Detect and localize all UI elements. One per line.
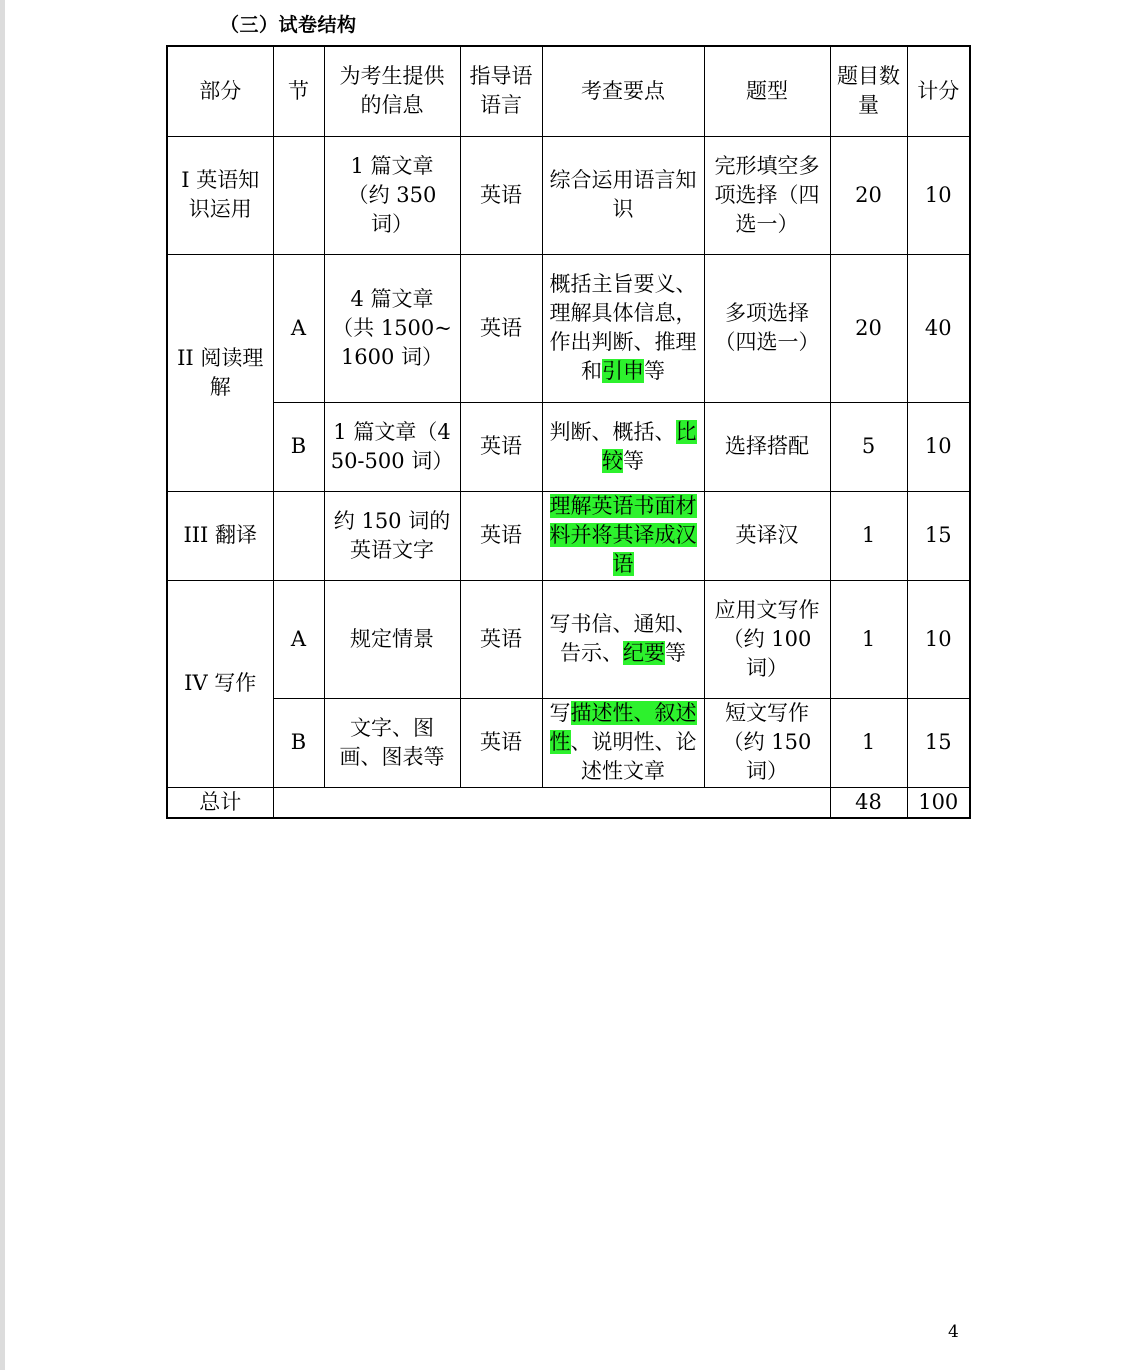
cell-language: 英语 xyxy=(460,136,542,254)
cell-total-count: 48 xyxy=(830,787,907,818)
cell-focus xyxy=(542,580,704,698)
cell-part: IV 写作 xyxy=(167,580,273,787)
cell-part: III 翻译 xyxy=(167,491,273,580)
page-number: 4 xyxy=(948,1322,959,1342)
section-heading: （三）试卷结构 xyxy=(220,14,357,36)
exam-structure-table xyxy=(166,45,971,819)
header-section: 节 xyxy=(273,46,324,136)
cell-type: 短文写作（约 150 词） xyxy=(704,698,830,787)
cell-count: 1 xyxy=(830,580,907,698)
cell-count: 20 xyxy=(830,136,907,254)
cell-info: 1 篇文章（约 350 词） xyxy=(324,136,460,254)
header-info: 为考生提供的信息 xyxy=(324,46,460,136)
header-focus: 考查要点 xyxy=(542,46,704,136)
focus-text: 、说明性、论述性文章 xyxy=(570,730,697,783)
cell-part: I 英语知识运用 xyxy=(167,136,273,254)
cell-score: 10 xyxy=(907,136,970,254)
cell-language: 英语 xyxy=(460,698,542,787)
focus-text: 写 xyxy=(549,701,571,725)
cell-focus xyxy=(542,491,704,580)
focus-text: 概括主旨要义、理解具体信息，作出判断、推理和 xyxy=(549,272,697,383)
cell-info: 约 150 词的英语文字 xyxy=(324,491,460,580)
table-total-row xyxy=(167,787,970,818)
focus-text: 等 xyxy=(644,359,665,383)
focus-highlight: 纪要 xyxy=(623,641,665,665)
cell-info: 1 篇文章（450-500 词） xyxy=(324,402,460,491)
table-row xyxy=(167,136,970,254)
cell-total-label: 总计 xyxy=(167,787,273,818)
cell-count: 1 xyxy=(830,698,907,787)
cell-focus xyxy=(542,402,704,491)
cell-section: B xyxy=(273,698,324,787)
cell-total-blank xyxy=(273,787,830,818)
cell-score: 10 xyxy=(907,402,970,491)
header-type: 题型 xyxy=(704,46,830,136)
cell-score: 10 xyxy=(907,580,970,698)
cell-section: B xyxy=(273,402,324,491)
cell-total-score: 100 xyxy=(907,787,970,818)
cell-focus: 综合运用语言知识 xyxy=(542,136,704,254)
cell-section: A xyxy=(273,254,324,402)
cell-count: 1 xyxy=(830,491,907,580)
cell-type: 选择搭配 xyxy=(704,402,830,491)
page-left-edge xyxy=(0,0,5,1370)
cell-type: 多项选择（四选一） xyxy=(704,254,830,402)
cell-language: 英语 xyxy=(460,580,542,698)
table-row xyxy=(167,254,970,402)
focus-highlight: 引申 xyxy=(602,359,644,383)
cell-info: 规定情景 xyxy=(324,580,460,698)
cell-language: 英语 xyxy=(460,254,542,402)
focus-highlight: 比较 xyxy=(602,419,697,473)
cell-language: 英语 xyxy=(460,491,542,580)
cell-focus xyxy=(542,254,704,402)
cell-section: A xyxy=(273,580,324,698)
header-score: 计分 xyxy=(907,46,970,136)
cell-section xyxy=(273,136,324,254)
focus-text: 写书信、通知、告示、 xyxy=(549,612,697,665)
header-part: 部分 xyxy=(167,46,273,136)
table-row xyxy=(167,402,970,491)
table-header-row xyxy=(167,46,970,136)
header-language: 指导语语言 xyxy=(460,46,542,136)
cell-score: 15 xyxy=(907,698,970,787)
cell-language: 英语 xyxy=(460,402,542,491)
cell-count: 20 xyxy=(830,254,907,402)
cell-focus xyxy=(542,698,704,787)
focus-text: 判断、概括、 xyxy=(549,419,676,444)
focus-text: 等 xyxy=(623,448,644,473)
focus-text: 等 xyxy=(665,641,686,665)
cell-type: 完形填空多项选择（四选一） xyxy=(704,136,830,254)
cell-type: 英译汉 xyxy=(704,491,830,580)
cell-section xyxy=(273,491,324,580)
cell-score: 40 xyxy=(907,254,970,402)
table-row xyxy=(167,698,970,787)
header-count: 题目数量 xyxy=(830,46,907,136)
table-row xyxy=(167,491,970,580)
cell-part: II 阅读理解 xyxy=(167,254,273,491)
cell-info: 文字、图画、图表等 xyxy=(324,698,460,787)
cell-type: 应用文写作（约 100 词） xyxy=(704,580,830,698)
cell-count: 5 xyxy=(830,402,907,491)
cell-score: 15 xyxy=(907,491,970,580)
cell-info: 4 篇文章（共 1500~1600 词） xyxy=(324,254,460,402)
focus-highlight: 描述性、叙述性 xyxy=(549,701,697,754)
focus-highlight: 理解英语书面材料并将其译成汉语 xyxy=(549,494,697,576)
table-row xyxy=(167,580,970,698)
